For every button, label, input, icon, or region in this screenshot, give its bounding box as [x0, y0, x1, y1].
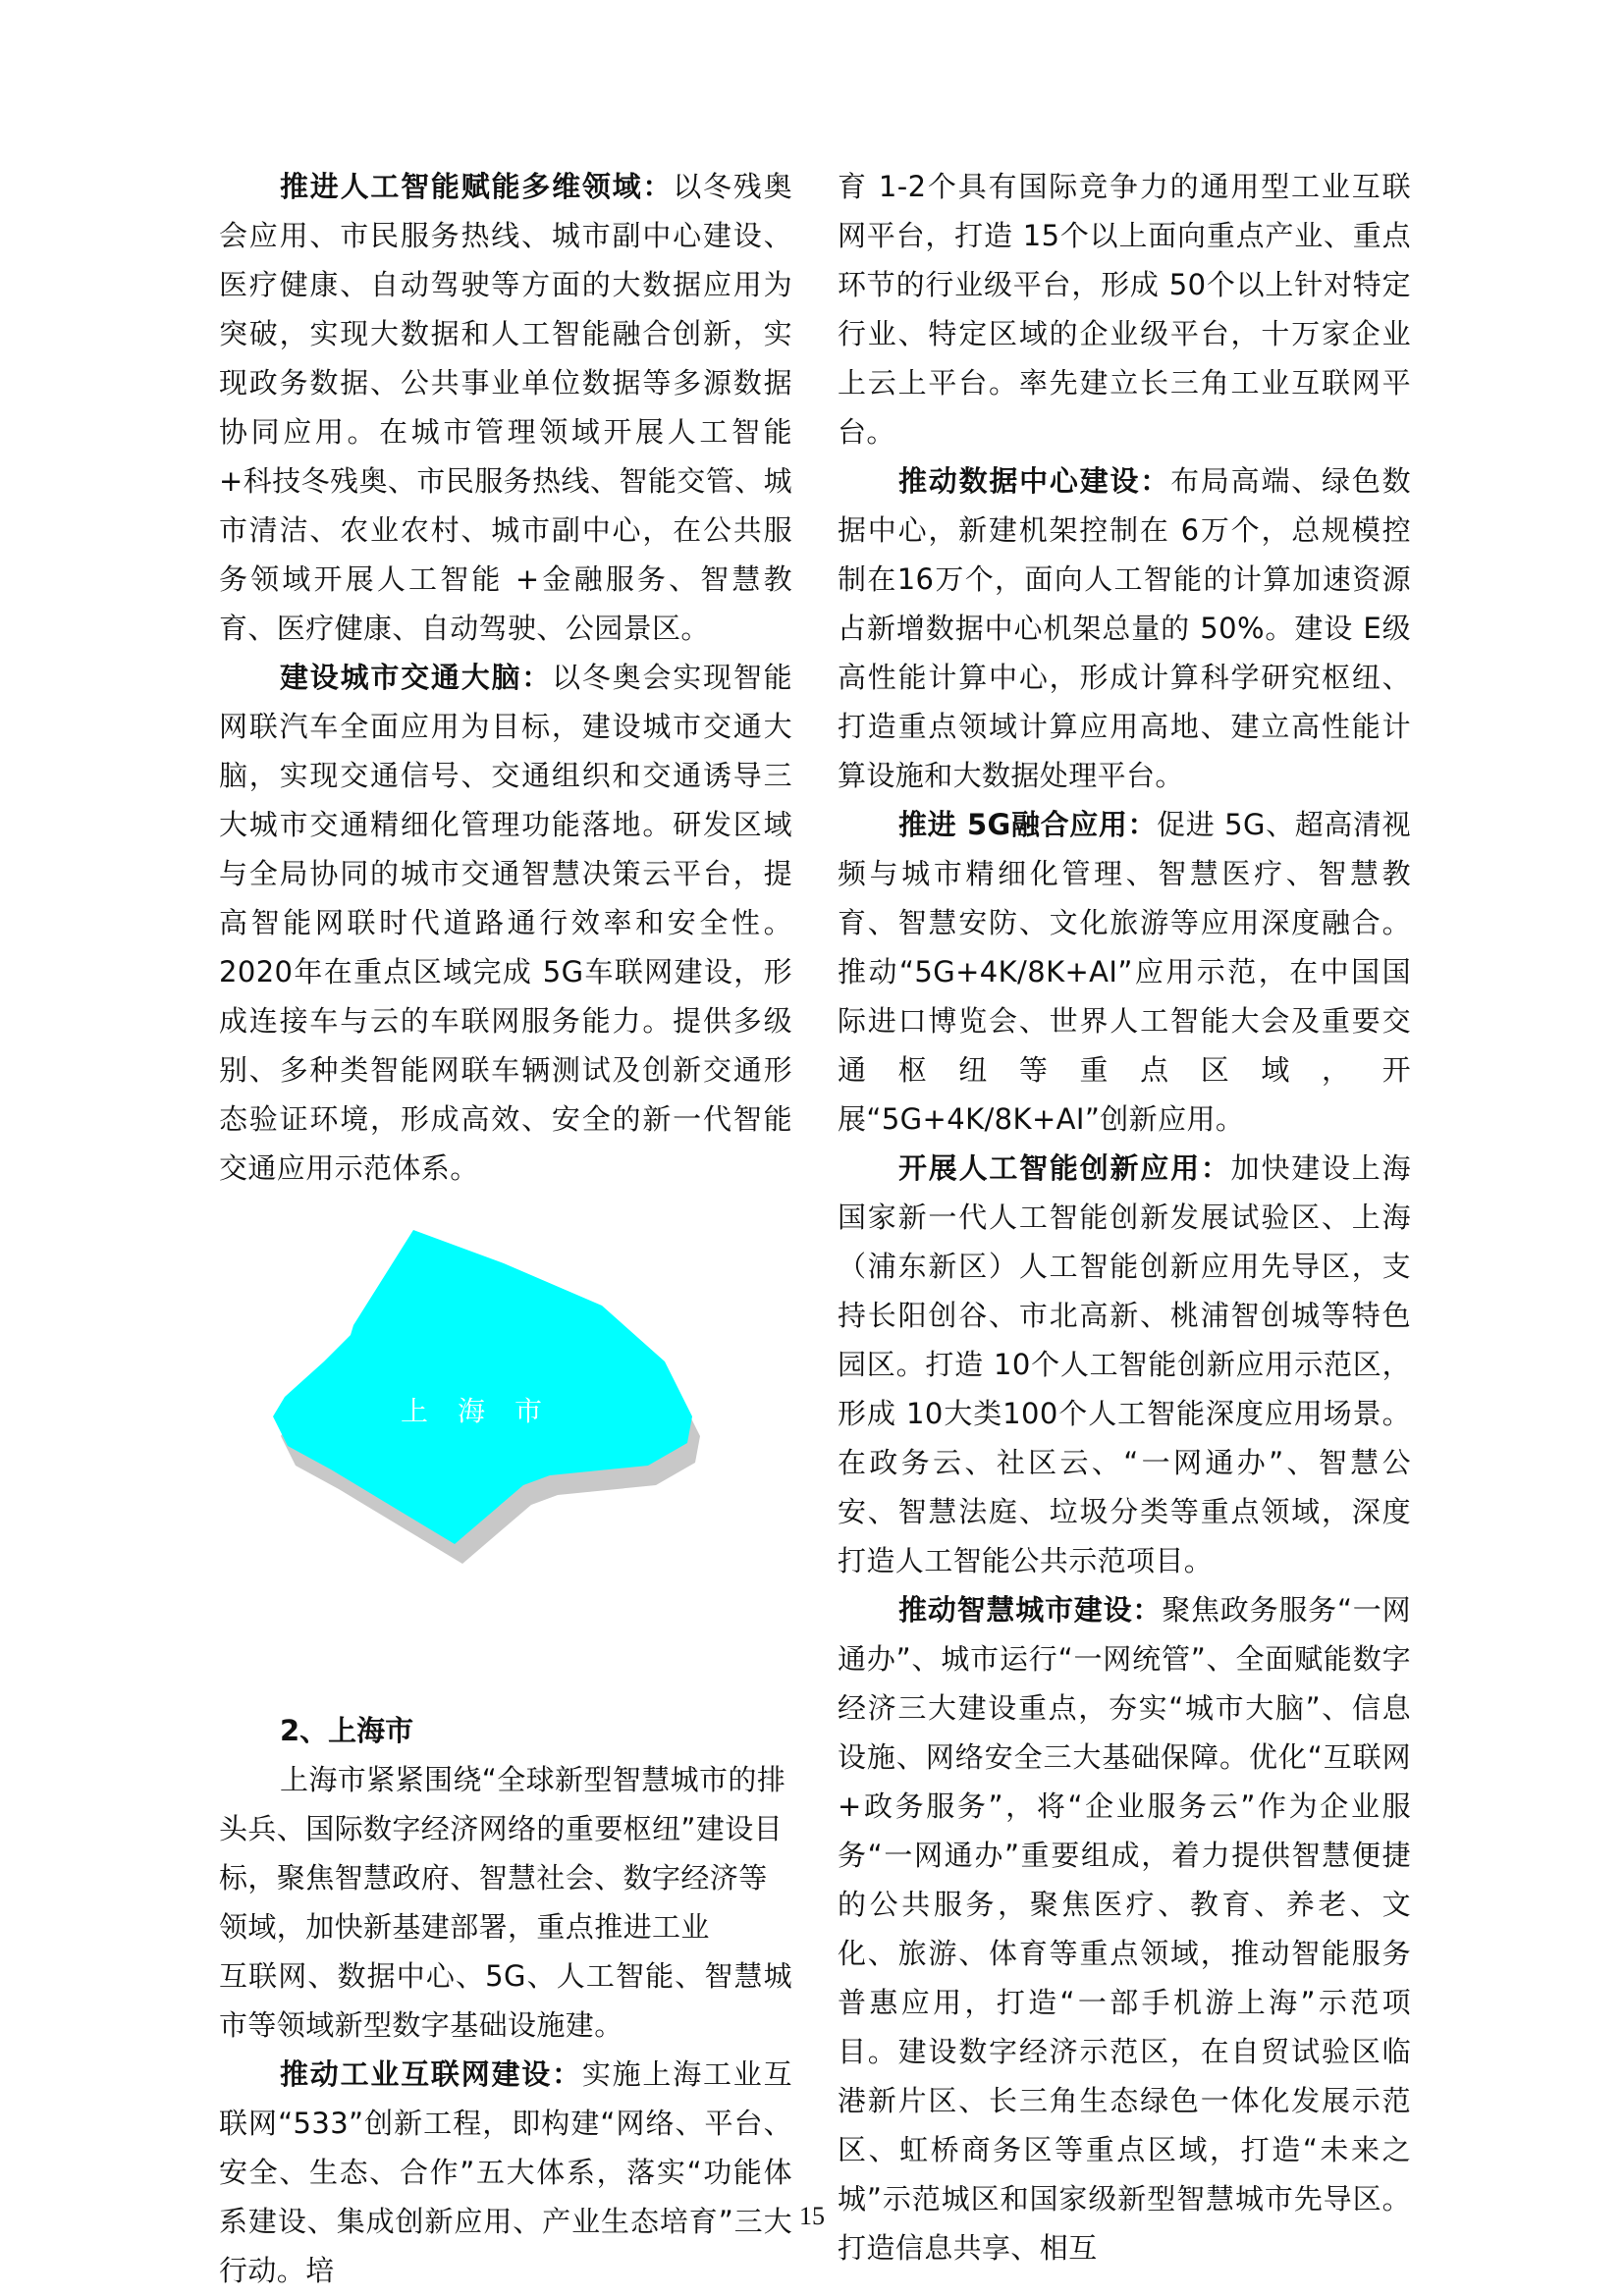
paragraph-lead: 建设城市交通大脑：	[280, 661, 553, 694]
map-region-shanghai	[273, 1230, 692, 1544]
paragraph-lead: 开展人工智能创新应用：	[898, 1151, 1231, 1185]
paragraph-data-center	[838, 456, 1411, 800]
shanghai-map-shape	[219, 1217, 792, 1708]
paragraph-shanghai-intro	[219, 1755, 792, 1951]
paragraph-text: 以冬残奥会应用、市民服务热线、城市副中心建设、医疗健康、自动驾驶等方面的大数据应用为突破，实现大数据和人工智能融合创新，实现政务数据、公共事业单位数据等多源数据协同应用。在城市管理领域开展人工智能 +科技冬残奥、市民服务热线、智能交管、城市清洁、农业农村、城市副中心，在公共服务领域开展人工智能 +金融服务、智慧教育、医疗健康、自动驾驶、公园景区。	[219, 170, 792, 645]
paragraph-text: 互联网、数据中心、5G、人工智能、智慧城市等领域新型数字基础设施建。	[219, 1959, 792, 2042]
paragraph-lead: 推进 5G融合应用：	[898, 808, 1158, 841]
paragraph-text: 上海市紧紧围绕“全球新型智慧城市的排头兵、国际数字经济网络的重要枢纽”建设目标，聚焦智慧政府、智慧社会、数字经济等领域，加快新基建部署，重点推进工业	[219, 1763, 786, 1944]
page-number: 15	[799, 2202, 825, 2230]
paragraph-smart-city	[838, 1585, 1411, 2272]
paragraph-industrial-internet	[219, 2050, 792, 2295]
section-heading: 2、上海市	[280, 1714, 414, 1747]
paragraph-industrial-internet-cont	[838, 162, 1411, 456]
map-label: 上海市	[401, 1395, 572, 1427]
paragraph-text: 聚焦政务服务“一网通办”、城市运行“一网统管”、全面赋能数字经济三大建设重点，夯实“城市大脑”、信息设施、网络安全三大基础保障。优化“互联网 +政务服务”，将“企业服务云”作为企业服务“一网通办”重要组成，着力提供智慧便捷的公共服务，聚焦医疗、教育、养老、文化、旅游、体育等重点领域，推动智能服务普惠应用，打造“一部手机游上海”示范项目。建设数字经济示范区，在自贸试验区临港新片区、长三角生态绿色一体化发展示范区、虹桥商务区等重点区域，打造“未来之城”示范城区和国家级新型智慧城市先导区。打造信息共享、相互	[838, 1593, 1411, 2265]
shanghai-map-figure	[219, 1217, 792, 1708]
paragraph-lead: 推动数据中心建设：	[898, 464, 1171, 498]
left-column	[219, 162, 792, 2295]
paragraph-text: 促进 5G、超高清视频与城市精细化管理、智慧医疗、智慧教育、智慧安防、文化旅游等应用深度融合。推动“5G+4K/8K+AI”应用示范，在中国国际进口博览会、世界人工智能大会及重要交通枢纽等重点区域，开展“5G+4K/8K+AI”创新应用。	[838, 808, 1411, 1136]
paragraph-lead: 推动智慧城市建设：	[898, 1593, 1163, 1627]
paragraph-ai-innovation	[838, 1144, 1411, 1585]
paragraph-lead: 推进人工智能赋能多维领域：	[280, 170, 674, 203]
paragraph-text: 以冬奥会实现智能网联汽车全面应用为目标，建设城市交通大脑，实现交通信号、交通组织和交通诱导三大城市交通精细化管理功能落地。研发区域与全局协同的城市交通智慧决策云平台，提高智能网联时代道路通行效率和安全性。2020年在重点区域完成 5G车联网建设，形成连接车与云的车联网服务能力。提供多级别、多种类智能网联车辆测试及创新交通形态验证环境，形成高效、安全的新一代智能交通应用示范体系。	[219, 661, 793, 1185]
paragraph-text: 布局高端、绿色数据中心，新建机架控制在 6万个，总规模控制在16万个，面向人工智能的计算加速资源占新增数据中心机架总量的 50%。建设 E级高性能计算中心，形成计算科学研究枢纽、打造重点领域计算应用高地、建立高性能计算设施和大数据处理平台。	[838, 464, 1412, 792]
paragraph-5g-application	[838, 800, 1411, 1144]
paragraph-ai-empowerment	[219, 162, 792, 653]
paragraph-traffic-brain	[219, 653, 792, 1193]
paragraph-shanghai-intro-cont	[219, 1951, 792, 2050]
paragraph-text: 实施上海工业互联网“533”创新工程，即构建“网络、平台、安全、生态、合作”五大体系，落实“功能体系建设、集成创新应用、产业生态培育”三大行动。培	[219, 2057, 792, 2287]
paragraph-text: 加快建设上海国家新一代人工智能创新发展试验区、上海（浦东新区）人工智能创新应用先导区，支持长阳创谷、市北高新、桃浦智创城等特色园区。打造 10个人工智能创新应用示范区，形成 10大类100个人工智能深度应用场景。在政务云、社区云、“一网通办”、智慧公安、智慧法庭、垃圾分类等重点领域，深度打造人工智能公共示范项目。	[838, 1151, 1411, 1577]
paragraph-lead: 推动工业互联网建设：	[280, 2057, 582, 2091]
paragraph-text: 育 1-2个具有国际竞争力的通用型工业互联网平台，打造 15个以上面向重点产业、重点环节的行业级平台，形成 50个以上针对特定行业、特定区域的企业级平台，十万家企业上云上平台。率先建立长三角工业互联网平台。	[838, 170, 1411, 449]
right-column	[838, 162, 1411, 2272]
